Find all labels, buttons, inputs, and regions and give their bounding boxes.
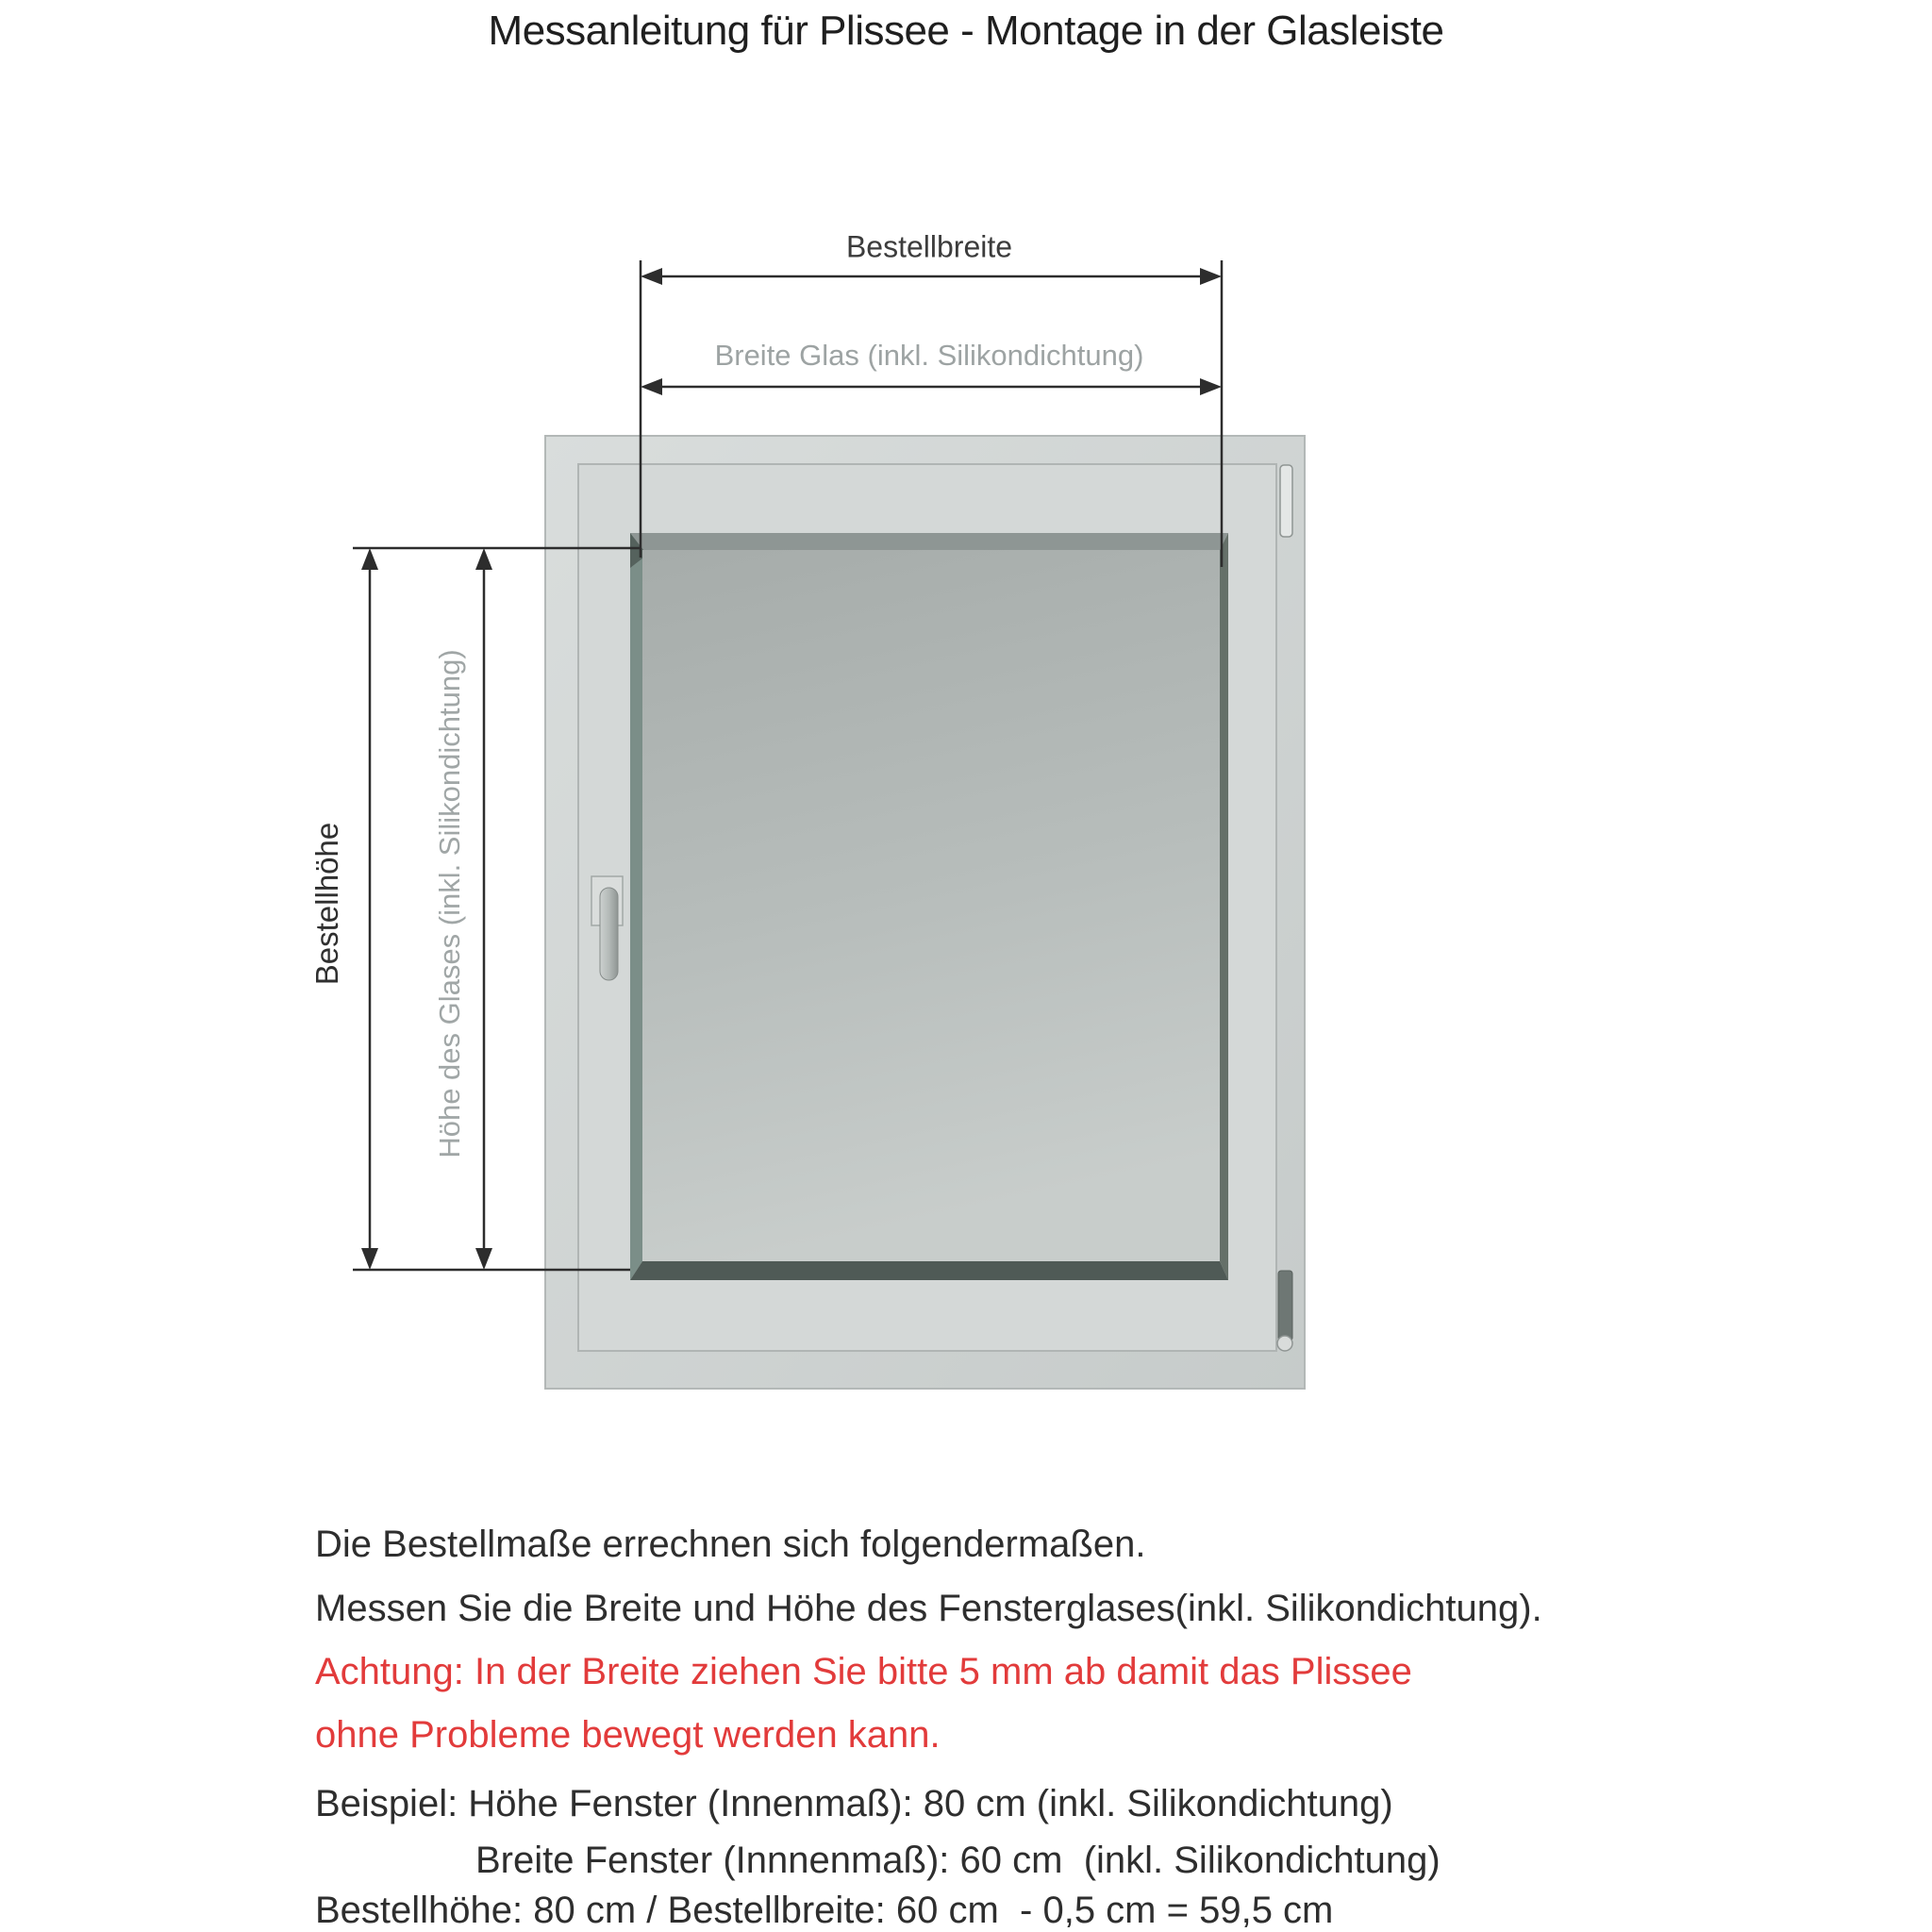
order-height-label: Bestellhöhe xyxy=(308,815,347,992)
instruction-intro-line-1: Die Bestellmaße errechnen sich folgendermaßen. xyxy=(315,1524,1146,1565)
example-width-line: Breite Fenster (Innnenmaß): 60 cm (inkl. Silikondichtung) xyxy=(475,1840,1441,1881)
arrowhead-left-icon xyxy=(641,268,662,285)
hinge-bottom-icon xyxy=(1278,1271,1292,1341)
glass-width-label: Breite Glas (inkl. Silikondichtung) xyxy=(708,337,1152,375)
glass-bevel-bottom xyxy=(630,1261,1228,1280)
order-width-label: Bestellbreite xyxy=(839,228,1020,267)
instruction-intro-line-2: Messen Sie die Breite und Höhe des Fensterglases(inkl. Silikondichtung). xyxy=(315,1588,1542,1629)
arrowhead-left-icon xyxy=(641,378,662,395)
glass-bevel-right xyxy=(1220,533,1228,1280)
glass-bevel-top xyxy=(630,533,1228,550)
window-handle xyxy=(600,888,618,980)
arrowhead-down-icon xyxy=(475,1248,492,1270)
example-result-line: Bestellhöhe: 80 cm / Bestellbreite: 60 cm - 0,5 cm = 59,5 cm xyxy=(315,1890,1334,1931)
arrowhead-down-icon xyxy=(361,1248,378,1270)
arrowhead-up-icon xyxy=(475,548,492,570)
warning-line-1: Achtung: In der Breite ziehen Sie bitte 5 mm ab damit das Plissee xyxy=(315,1651,1412,1692)
hinge-bottom-pin-icon xyxy=(1277,1336,1292,1351)
glass-height-label: Höhe des Glases (inkl. Silikondichtung) xyxy=(431,641,469,1165)
example-height-line: Beispiel: Höhe Fenster (Innenmaß): 80 cm (inkl. Silikondichtung) xyxy=(315,1783,1393,1824)
page-title: Messanleitung für Plissee - Montage in der Glasleiste xyxy=(488,8,1444,54)
glass-pane xyxy=(642,550,1220,1261)
glass-bevel-left xyxy=(630,533,642,1280)
arrowhead-up-icon xyxy=(361,548,378,570)
arrowhead-right-icon xyxy=(1200,268,1222,285)
arrowhead-right-icon xyxy=(1200,378,1222,395)
hinge-top-icon xyxy=(1280,465,1292,537)
warning-line-2: ohne Probleme bewegt werden kann. xyxy=(315,1714,941,1756)
